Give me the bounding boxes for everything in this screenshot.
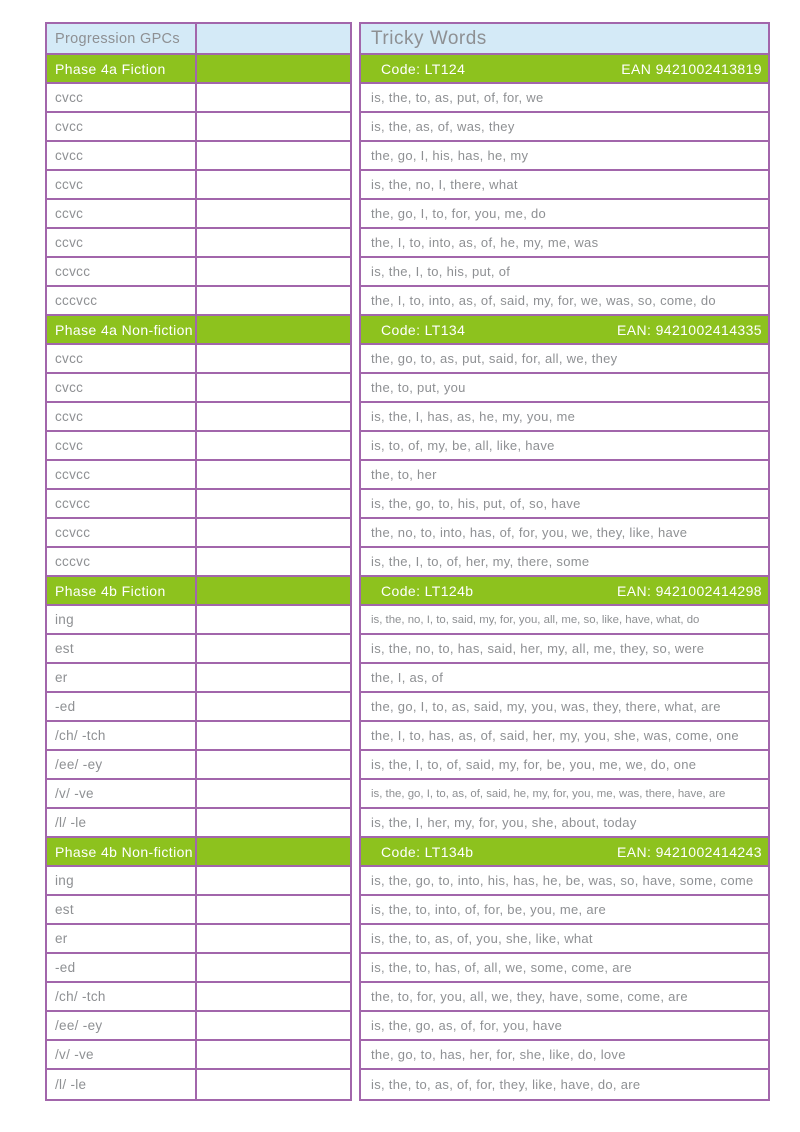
- tricky-words-cell: [361, 896, 768, 925]
- tricky-words-text: the, I, as, of: [371, 670, 444, 685]
- notes-cell: [197, 113, 350, 142]
- gpc-cell: [47, 548, 197, 577]
- tricky-words-cell: [361, 780, 768, 809]
- gpc-cell: [47, 432, 197, 461]
- tricky-words-cell: [361, 664, 768, 693]
- tricky-words-cell: [361, 200, 768, 229]
- gpc-label: ccvc: [55, 235, 84, 250]
- tricky-words-cell: [361, 809, 768, 838]
- gpc-label: cccvcc: [55, 293, 98, 308]
- tricky-words-cell: [361, 374, 768, 403]
- notes-cell: [197, 954, 350, 983]
- gpc-cell: [47, 983, 197, 1012]
- gpc-label: cccvc: [55, 554, 91, 569]
- gpc-label: ing: [55, 873, 74, 888]
- tricky-words-text: the, go, I, to, for, you, me, do: [371, 206, 547, 221]
- gpc-cell: [47, 142, 197, 171]
- section-ean: EAN 9421002413819: [621, 60, 762, 77]
- notes-cell: [197, 142, 350, 171]
- section-code-bar: [361, 55, 768, 84]
- gpc-label: ccvc: [55, 177, 84, 192]
- notes-cell: [197, 345, 350, 374]
- tricky-words-cell: [361, 403, 768, 432]
- tricky-words-cell: [361, 751, 768, 780]
- tricky-words-text: is, the, I, to, of, said, my, for, be, you, me, we, do, one: [371, 757, 697, 772]
- gpc-cell: [47, 664, 197, 693]
- gpc-cell: [47, 1041, 197, 1070]
- gpc-label: /v/ -ve: [55, 786, 94, 801]
- gpc-label: cvcc: [55, 119, 84, 134]
- gpc-label: ing: [55, 612, 74, 627]
- tricky-words-text: the, I, to, into, as, of, said, my, for, we, was, so, come, do: [371, 293, 716, 308]
- gpc-label: -ed: [55, 699, 76, 714]
- notes-cell: [197, 635, 350, 664]
- section-code: Code: LT134b: [381, 843, 474, 860]
- notes-cell: [197, 1012, 350, 1041]
- tricky-words-text: is, the, no, to, has, said, her, my, all, me, they, so, were: [371, 641, 705, 656]
- section-title: Phase 4b Non-fiction: [55, 843, 193, 860]
- gpc-label: /ee/ -ey: [55, 1018, 103, 1033]
- notes-cell: [197, 84, 350, 113]
- gpc-cell: [47, 809, 197, 838]
- section-title-cell: [47, 55, 197, 84]
- notes-cell: [197, 490, 350, 519]
- gpc-label: er: [55, 931, 68, 946]
- tricky-words-text: is, the, I, her, my, for, you, she, about, today: [371, 815, 637, 830]
- tricky-words-cell: [361, 1070, 768, 1099]
- section-code-bar: [361, 577, 768, 606]
- section-notes-cell: [197, 838, 350, 867]
- tricky-words-cell: [361, 461, 768, 490]
- gpc-cell: [47, 722, 197, 751]
- tricky-words-text: is, the, I, to, of, her, my, there, some: [371, 554, 590, 569]
- gpc-label: cvcc: [55, 380, 84, 395]
- tricky-words-text: is, the, to, into, of, for, be, you, me, are: [371, 902, 607, 917]
- tricky-words-cell: [361, 229, 768, 258]
- gpc-cell: [47, 925, 197, 954]
- notes-cell: [197, 751, 350, 780]
- tricky-words-text: is, the, go, to, into, his, has, he, be, was, so, have, some, come: [371, 873, 754, 888]
- gpc-cell: [47, 780, 197, 809]
- tricky-words-cell: [361, 84, 768, 113]
- tricky-words-text: is, the, no, I, to, said, my, for, you, all, me, so, like, have, what, do: [371, 613, 700, 626]
- section-notes-cell: [197, 577, 350, 606]
- progression-chart: [45, 22, 770, 1101]
- gpc-label: ccvc: [55, 409, 84, 424]
- tricky-words-text: is, the, I, has, as, he, my, you, me: [371, 409, 576, 424]
- notes-cell: [197, 171, 350, 200]
- gpc-label: /ee/ -ey: [55, 757, 103, 772]
- section-ean: EAN: 9421002414335: [617, 321, 762, 338]
- tricky-words-cell: [361, 606, 768, 635]
- tricky-words-text: is, the, to, as, of, for, they, like, have, do, are: [371, 1077, 641, 1092]
- section-code: Code: LT124: [381, 60, 466, 77]
- gpc-label: est: [55, 641, 74, 656]
- tricky-words-text: the, go, to, has, her, for, she, like, do, love: [371, 1047, 626, 1062]
- tricky-words-cell: [361, 113, 768, 142]
- gpc-label: /ch/ -tch: [55, 728, 106, 743]
- gpc-cell: [47, 896, 197, 925]
- gpc-label: /l/ -le: [55, 815, 87, 830]
- tricky-words-cell: [361, 925, 768, 954]
- gpc-column-header-label: Progression GPCs: [55, 30, 180, 47]
- tricky-words-table: [359, 22, 770, 1101]
- tricky-words-text: is, the, go, as, of, for, you, have: [371, 1018, 563, 1033]
- tricky-words-cell: [361, 867, 768, 896]
- gpc-cell: [47, 635, 197, 664]
- notes-cell: [197, 432, 350, 461]
- gpc-cell: [47, 113, 197, 142]
- gpc-label: /ch/ -tch: [55, 989, 106, 1004]
- gpc-cell: [47, 867, 197, 896]
- notes-cell: [197, 519, 350, 548]
- gpc-label: ccvcc: [55, 525, 91, 540]
- notes-column-header: [197, 24, 350, 55]
- notes-cell: [197, 983, 350, 1012]
- gpc-label: ccvc: [55, 206, 84, 221]
- tricky-words-text: the, I, to, into, as, of, he, my, me, was: [371, 235, 599, 250]
- tricky-words-cell: [361, 635, 768, 664]
- notes-cell: [197, 374, 350, 403]
- tricky-words-text: is, the, go, to, his, put, of, so, have: [371, 496, 581, 511]
- notes-cell: [197, 258, 350, 287]
- section-ean: EAN: 9421002414243: [617, 843, 762, 860]
- tricky-words-text: is, the, as, of, was, they: [371, 119, 515, 134]
- tricky-words-cell: [361, 519, 768, 548]
- tricky-words-cell: [361, 1012, 768, 1041]
- gpc-cell: [47, 461, 197, 490]
- gpc-table: [45, 22, 352, 1101]
- notes-cell: [197, 809, 350, 838]
- gpc-cell: [47, 490, 197, 519]
- tricky-words-column-header-label: Tricky Words: [371, 27, 487, 49]
- tricky-words-text: is, the, to, has, of, all, we, some, come, are: [371, 960, 632, 975]
- gpc-cell: [47, 1012, 197, 1041]
- notes-cell: [197, 693, 350, 722]
- gpc-cell: [47, 171, 197, 200]
- tricky-words-cell: [361, 490, 768, 519]
- section-title: Phase 4a Non-fiction: [55, 321, 193, 338]
- gpc-label: -ed: [55, 960, 76, 975]
- gpc-label: cvcc: [55, 351, 84, 366]
- gpc-label: est: [55, 902, 74, 917]
- tricky-words-cell: [361, 345, 768, 374]
- notes-cell: [197, 664, 350, 693]
- tricky-words-cell: [361, 432, 768, 461]
- gpc-cell: [47, 200, 197, 229]
- notes-cell: [197, 403, 350, 432]
- tricky-words-text: the, to, her: [371, 467, 437, 482]
- tricky-words-text: the, go, to, as, put, said, for, all, we, they: [371, 351, 618, 366]
- gpc-label: cvcc: [55, 148, 84, 163]
- gpc-cell: [47, 606, 197, 635]
- gpc-cell: [47, 751, 197, 780]
- tricky-words-text: the, go, I, his, has, he, my: [371, 148, 529, 163]
- tricky-words-cell: [361, 171, 768, 200]
- gpc-cell: [47, 84, 197, 113]
- tricky-words-text: the, to, put, you: [371, 380, 466, 395]
- section-code: Code: LT124b: [381, 582, 474, 599]
- gpc-cell: [47, 403, 197, 432]
- gpc-label: ccvcc: [55, 467, 91, 482]
- gpc-label: /l/ -le: [55, 1077, 87, 1092]
- gpc-label: cvcc: [55, 90, 84, 105]
- gpc-cell: [47, 287, 197, 316]
- gpc-label: ccvc: [55, 438, 84, 453]
- notes-cell: [197, 229, 350, 258]
- gpc-label: ccvcc: [55, 496, 91, 511]
- notes-cell: [197, 287, 350, 316]
- gpc-cell: [47, 693, 197, 722]
- tricky-words-cell: [361, 954, 768, 983]
- section-title: Phase 4b Fiction: [55, 582, 166, 599]
- tricky-words-text: is, to, of, my, be, all, like, have: [371, 438, 555, 453]
- tricky-words-cell: [361, 1041, 768, 1070]
- section-code-bar: [361, 316, 768, 345]
- tricky-words-cell: [361, 287, 768, 316]
- gpc-label: ccvcc: [55, 264, 91, 279]
- tricky-words-cell: [361, 693, 768, 722]
- section-title-cell: [47, 838, 197, 867]
- section-title: Phase 4a Fiction: [55, 60, 166, 77]
- tricky-words-text: the, go, I, to, as, said, my, you, was, they, there, what, are: [371, 699, 721, 714]
- notes-cell: [197, 548, 350, 577]
- notes-cell: [197, 867, 350, 896]
- gpc-cell: [47, 345, 197, 374]
- gpc-cell: [47, 374, 197, 403]
- section-title-cell: [47, 316, 197, 345]
- notes-cell: [197, 606, 350, 635]
- notes-cell: [197, 461, 350, 490]
- section-notes-cell: [197, 316, 350, 345]
- tricky-words-cell: [361, 258, 768, 287]
- tricky-words-text: the, to, for, you, all, we, they, have, some, come, are: [371, 989, 688, 1004]
- notes-cell: [197, 925, 350, 954]
- tricky-words-text: is, the, to, as, put, of, for, we: [371, 90, 544, 105]
- notes-cell: [197, 1041, 350, 1070]
- notes-cell: [197, 200, 350, 229]
- gpc-column-header: [47, 24, 197, 55]
- section-code: Code: LT134: [381, 321, 466, 338]
- gpc-cell: [47, 1070, 197, 1099]
- notes-cell: [197, 1070, 350, 1099]
- section-title-cell: [47, 577, 197, 606]
- gpc-cell: [47, 954, 197, 983]
- gpc-cell: [47, 519, 197, 548]
- tricky-words-text: the, no, to, into, has, of, for, you, we, they, like, have: [371, 525, 688, 540]
- section-code-bar: [361, 838, 768, 867]
- tricky-words-text: is, the, go, I, to, as, of, said, he, my, for, you, me, was, there, have, are: [371, 787, 726, 800]
- tricky-words-text: the, I, to, has, as, of, said, her, my, you, she, was, come, one: [371, 728, 739, 743]
- tricky-words-cell: [361, 142, 768, 171]
- gpc-cell: [47, 229, 197, 258]
- section-notes-cell: [197, 55, 350, 84]
- tricky-words-column-header: [361, 24, 768, 55]
- tricky-words-text: is, the, I, to, his, put, of: [371, 264, 511, 279]
- tricky-words-text: is, the, no, I, there, what: [371, 177, 518, 192]
- gpc-label: /v/ -ve: [55, 1047, 94, 1062]
- notes-cell: [197, 896, 350, 925]
- tricky-words-cell: [361, 722, 768, 751]
- section-ean: EAN: 9421002414298: [617, 582, 762, 599]
- tricky-words-text: is, the, to, as, of, you, she, like, what: [371, 931, 593, 946]
- notes-cell: [197, 780, 350, 809]
- gpc-label: er: [55, 670, 68, 685]
- notes-cell: [197, 722, 350, 751]
- tricky-words-cell: [361, 548, 768, 577]
- tricky-words-cell: [361, 983, 768, 1012]
- gpc-cell: [47, 258, 197, 287]
